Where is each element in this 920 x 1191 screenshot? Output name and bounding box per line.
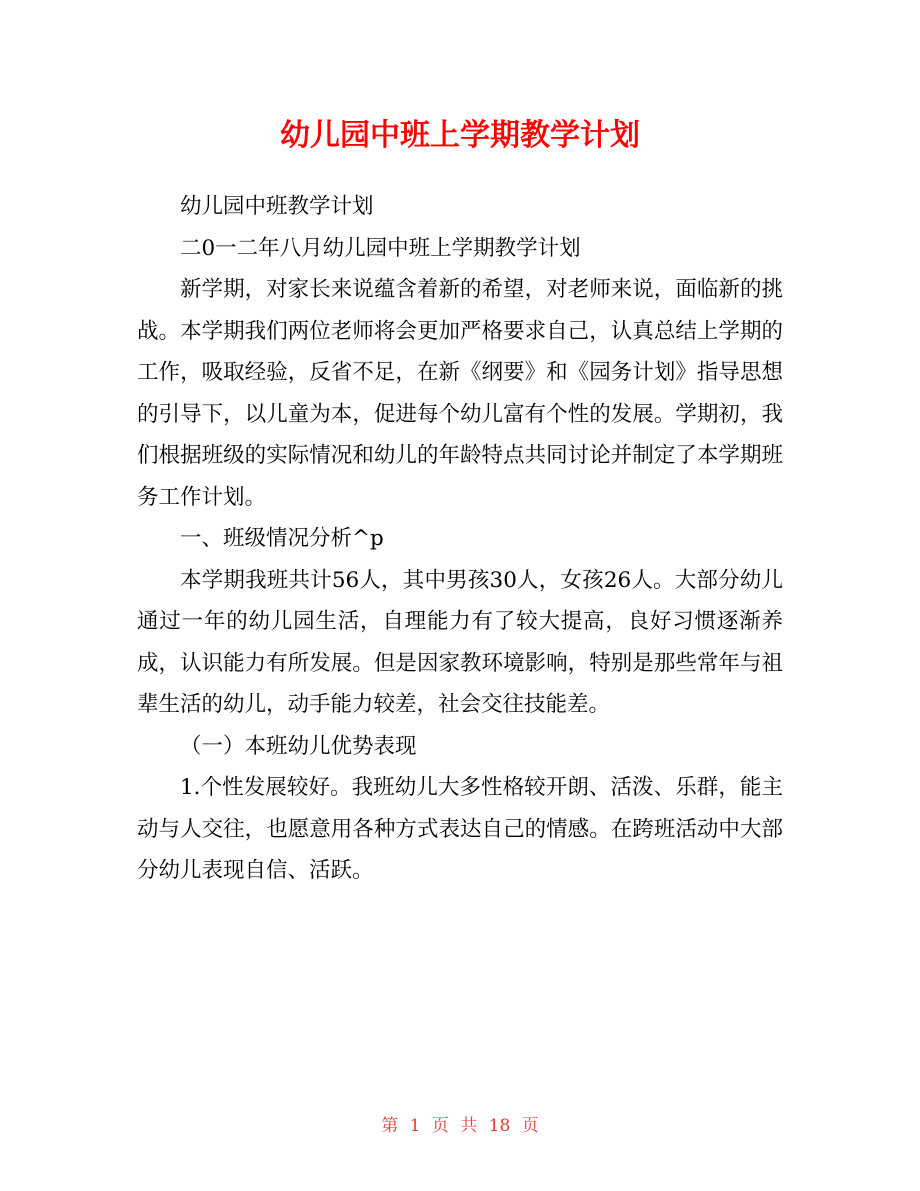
document-title: 幼儿园中班上学期教学计划 (280, 118, 640, 153)
paragraph-date-heading: 二0一二年八月幼儿园中班上学期教学计划 (180, 235, 581, 261)
paragraph-subtitle: 幼儿园中班教学计划 (180, 194, 374, 219)
paragraph-class-analysis: 本学期我班共计56人，其中男孩30人，女孩26人。大部分幼儿通过一年的幼儿园生活，自理能力有了较大提高，良好习惯逐渐养成，认识能力有所发展。但是因家教环境影响，特别是那些常年与祖辈生活的幼儿，动手能力较差，社会交往技能差。 (137, 567, 783, 717)
paragraph-advantage-1: 1.个性发展较好。我班幼儿大多性格较开朗、活泼、乐群，能主动与人交往，也愿意用各种方式表达自己的情感。在跨班活动中大部分幼儿表现自信、活跃。 (137, 775, 783, 883)
page-number-footer: 第 1 页 共 18 页 (381, 1116, 539, 1136)
subsection-heading-advantages: （一）本班幼儿优势表现 (180, 733, 417, 759)
document-body (137, 186, 783, 892)
section-heading-class-analysis: 一、班级情况分析^p (180, 526, 384, 551)
paragraph-intro: 新学期，对家长来说蕴含着新的希望，对老师来说，面临新的挑战。本学期我们两位老师将会更加严格要求自己，认真总结上学期的工作，吸取经验，反省不足，在新《纲要》和《园务计划》指导思想的引导下，以儿童为本，促进每个幼儿富有个性的发展。学期初，我们根据班级的实际情况和幼儿的年龄特点共同讨论并制定了本学期班务工作计划。 (137, 277, 783, 510)
